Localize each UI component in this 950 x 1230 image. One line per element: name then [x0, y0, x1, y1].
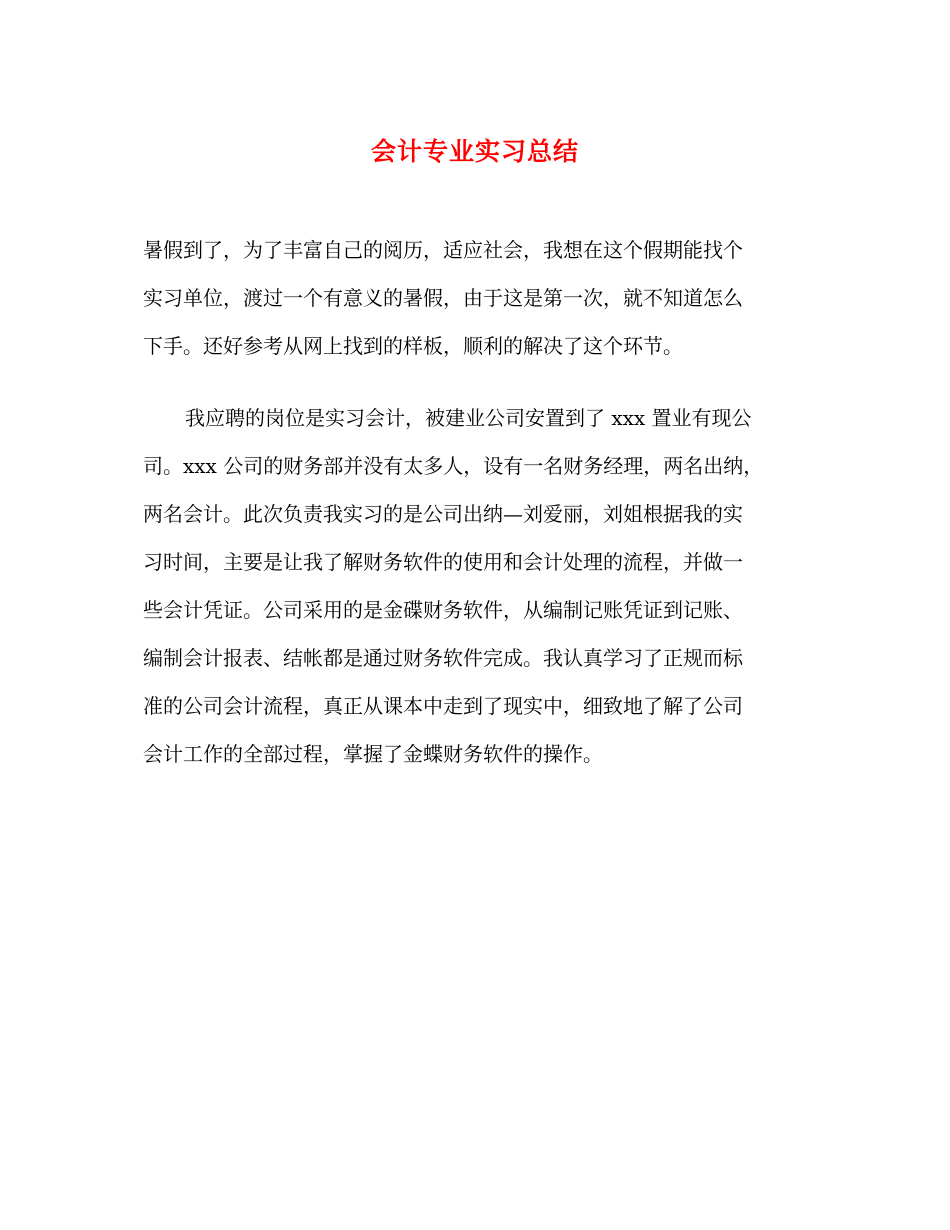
document-body — [143, 226, 800, 778]
text-line: 会计工作的全部过程，掌握了金蝶财务软件的操作。 — [143, 742, 603, 766]
text-line: 我应聘的岗位是实习会计，被建业公司安置到了 xxx 置业有现公 — [185, 406, 752, 430]
text-line: 下手。还好参考从网上找到的样板，顺利的解决了这个环节。 — [143, 334, 683, 358]
text-line: 实习单位，渡过一个有意义的暑假，由于这是第一次，就不知道怎么 — [143, 286, 743, 310]
paragraph-1 — [143, 226, 800, 370]
text-line: 司。xxx 公司的财务部并没有太多人，设有一名财务经理，两名出纳， — [143, 454, 764, 478]
text-line: 习时间，主要是让我了解财务软件的使用和会计处理的流程，并做一 — [143, 550, 743, 574]
text-line: 两名会计。此次负责我实习的是公司出纳—刘爱丽，刘姐根据我的实 — [143, 502, 743, 526]
paragraph-2 — [143, 394, 800, 778]
text-line: 编制会计报表、结帐都是通过财务软件完成。我认真学习了正规而标 — [143, 646, 743, 670]
text-line: 暑假到了，为了丰富自己的阅历，适应社会，我想在这个假期能找个 — [143, 238, 743, 262]
text-line: 些会计凭证。公司采用的是金碟财务软件，从编制记账凭证到记账、 — [143, 598, 743, 622]
text-line: 准的公司会计流程，真正从课本中走到了现实中，细致地了解了公司 — [143, 694, 743, 718]
document-title: 会计专业实习总结 — [370, 137, 579, 166]
